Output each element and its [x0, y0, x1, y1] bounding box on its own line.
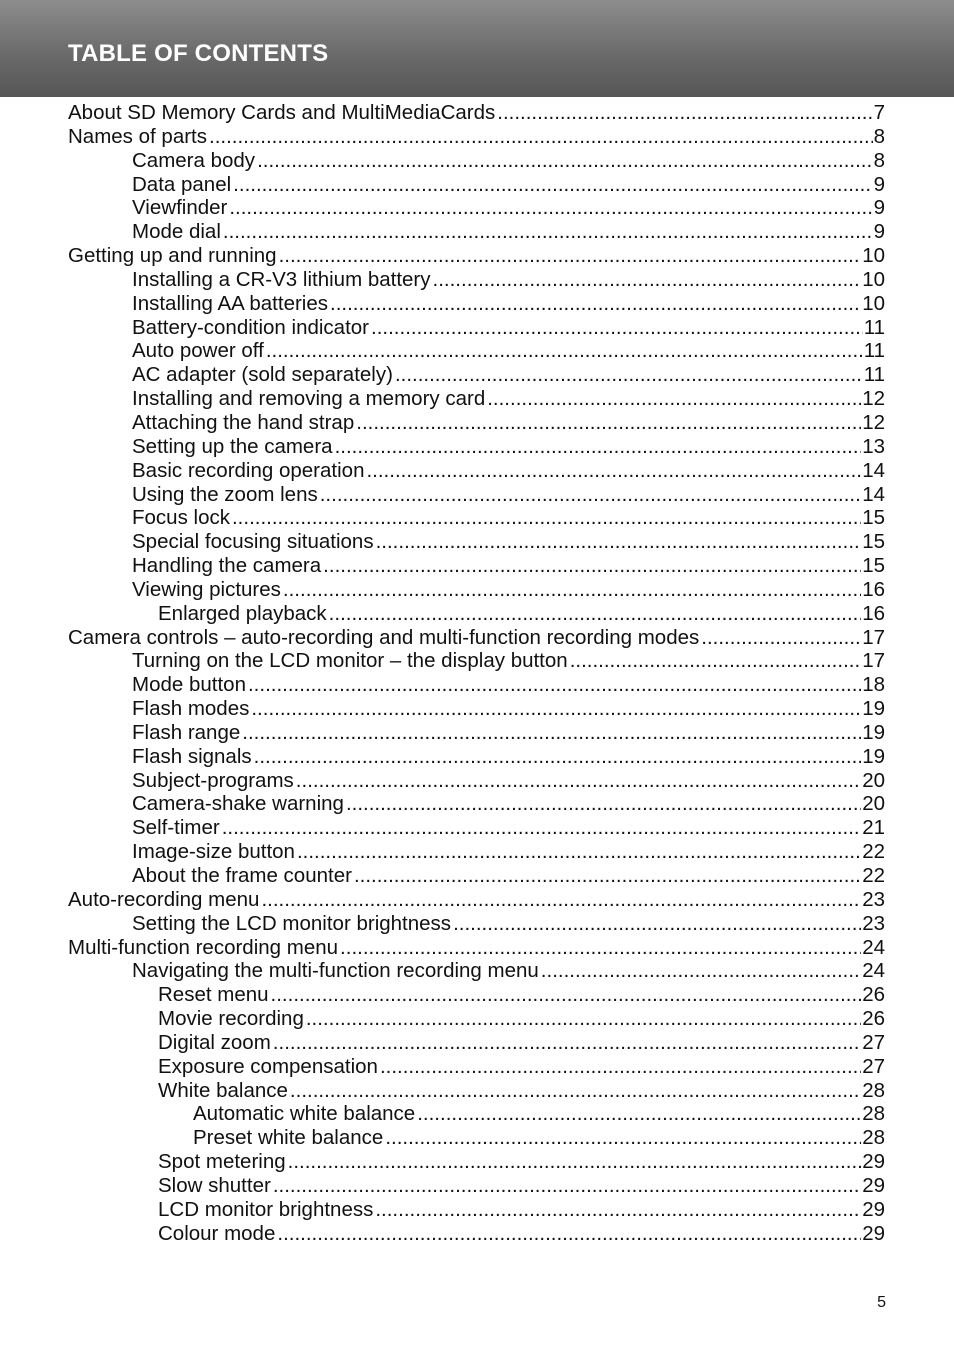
- toc-entry-page: 26: [862, 983, 885, 1007]
- toc-entry-page: 29: [862, 1221, 885, 1245]
- toc-entry-page: 10: [862, 291, 885, 315]
- dot-leader: [335, 435, 862, 459]
- toc-entry-page: 23: [862, 911, 885, 935]
- dot-leader: [371, 316, 863, 340]
- toc-entry-page: 9: [873, 172, 885, 196]
- table-of-contents: [0, 101, 954, 1246]
- dot-leader: [277, 1222, 861, 1246]
- toc-entry-title: Image-size button: [132, 840, 295, 864]
- toc-entry-page: 11: [863, 339, 885, 363]
- toc-entry-page: 9: [873, 196, 885, 220]
- toc-entry-page: 19: [862, 697, 885, 721]
- toc-entry-page: 24: [862, 935, 885, 959]
- dot-leader: [376, 530, 862, 554]
- toc-entry[interactable]: [0, 1150, 954, 1174]
- dot-leader: [254, 745, 862, 769]
- dot-leader: [570, 649, 862, 673]
- toc-entry-page: 17: [862, 625, 885, 649]
- toc-entry[interactable]: [0, 506, 954, 530]
- toc-entry-page: 7: [873, 101, 885, 124]
- toc-entry[interactable]: [0, 792, 954, 816]
- dot-leader: [248, 673, 861, 697]
- toc-entry-page: 29: [862, 1173, 885, 1197]
- toc-entry[interactable]: [0, 459, 954, 483]
- toc-entry[interactable]: [0, 721, 954, 745]
- toc-entry-title: Setting the LCD monitor brightness: [132, 911, 452, 935]
- toc-entry-page: 17: [862, 649, 885, 673]
- dot-leader: [288, 1150, 862, 1174]
- dot-leader: [297, 840, 861, 864]
- dot-leader: [233, 173, 872, 197]
- toc-entry-page: 28: [862, 1102, 885, 1126]
- toc-entry[interactable]: [0, 411, 954, 435]
- toc-entry-title: About the frame counter: [132, 864, 352, 887]
- dot-leader: [330, 292, 861, 316]
- toc-entry-title: Camera-shake warning: [132, 792, 344, 816]
- toc-entry[interactable]: [0, 1102, 954, 1126]
- toc-entry-page: 23: [862, 887, 885, 911]
- toc-entry[interactable]: [0, 220, 954, 244]
- dot-leader: [541, 959, 861, 983]
- toc-entry-page: 22: [862, 864, 885, 887]
- page-title: TABLE OF CONTENTS: [68, 40, 329, 67]
- toc-entry-title: Mode button: [132, 673, 246, 697]
- toc-entry[interactable]: [0, 959, 954, 983]
- dot-leader: [271, 983, 862, 1007]
- dot-leader: [273, 1174, 861, 1198]
- dot-leader: [323, 554, 861, 578]
- toc-entry-title: Mode dial: [132, 220, 221, 244]
- toc-entry[interactable]: [0, 149, 954, 173]
- toc-entry-title: Flash range: [132, 720, 241, 744]
- toc-entry-page: 22: [862, 840, 885, 864]
- dot-leader: [356, 411, 861, 435]
- toc-entry[interactable]: [0, 697, 954, 721]
- dot-leader: [453, 912, 861, 936]
- toc-entry[interactable]: [0, 912, 954, 936]
- toc-entry-title: Battery-condition indicator: [132, 315, 370, 339]
- toc-entry-title: About SD Memory Cards and MultiMediaCards: [68, 101, 496, 124]
- toc-entry[interactable]: [0, 101, 954, 125]
- toc-entry-page: 15: [862, 506, 885, 530]
- toc-entry-title: Names of parts: [68, 124, 207, 148]
- dot-leader: [320, 483, 861, 507]
- toc-entry-title: Automatic white balance: [193, 1102, 416, 1126]
- toc-entry[interactable]: [0, 292, 954, 316]
- toc-entry-page: 24: [862, 959, 885, 983]
- toc-entry-page: 11: [863, 363, 885, 387]
- toc-entry[interactable]: [0, 1222, 954, 1246]
- toc-entry[interactable]: [0, 769, 954, 793]
- dot-leader: [701, 626, 861, 650]
- toc-entry[interactable]: [0, 649, 954, 673]
- toc-entry-page: 8: [873, 148, 885, 172]
- toc-entry-title: AC adapter (sold separately): [132, 363, 393, 387]
- toc-entry-page: 29: [862, 1150, 885, 1174]
- toc-entry-title: Data panel: [132, 172, 232, 196]
- dot-leader: [261, 888, 861, 912]
- toc-entry[interactable]: [0, 268, 954, 292]
- toc-entry-page: 15: [862, 554, 885, 578]
- dot-leader: [346, 792, 861, 816]
- toc-entry-title: Enlarged playback: [158, 601, 327, 625]
- toc-entry-title: Navigating the multi-function recording menu: [132, 959, 539, 983]
- toc-entry-title: Exposure compensation: [158, 1054, 378, 1078]
- header-bar: [0, 0, 954, 97]
- toc-entry[interactable]: [0, 125, 954, 149]
- toc-entry-page: 27: [862, 1030, 885, 1054]
- toc-entry-title: Camera body: [132, 148, 256, 172]
- dot-leader: [296, 769, 861, 793]
- toc-entry-page: 21: [862, 816, 885, 840]
- toc-entry-title: Self-timer: [132, 816, 220, 840]
- toc-entry[interactable]: [0, 1007, 954, 1031]
- toc-entry-page: 16: [862, 601, 885, 625]
- dot-leader: [306, 1007, 861, 1031]
- toc-entry-title: LCD monitor brightness: [158, 1197, 374, 1221]
- toc-entry[interactable]: [0, 173, 954, 197]
- toc-entry[interactable]: [0, 1031, 954, 1055]
- dot-leader: [385, 1126, 861, 1150]
- toc-entry[interactable]: [0, 530, 954, 554]
- toc-entry-page: 10: [862, 244, 885, 268]
- toc-entry-title: Installing a CR-V3 lithium battery: [132, 267, 431, 291]
- toc-entry-page: 20: [862, 768, 885, 792]
- dot-leader: [209, 125, 873, 149]
- dot-leader: [329, 602, 862, 626]
- toc-entry-title: Using the zoom lens: [132, 482, 318, 506]
- dot-leader: [229, 196, 872, 220]
- toc-entry[interactable]: [0, 1055, 954, 1079]
- toc-entry-title: Digital zoom: [158, 1030, 271, 1054]
- toc-entry[interactable]: [0, 816, 954, 840]
- toc-entry-title: Reset menu: [158, 983, 269, 1007]
- toc-entry[interactable]: [0, 339, 954, 363]
- toc-entry-title: Multi-function recording menu: [68, 935, 339, 959]
- toc-entry-page: 15: [862, 530, 885, 554]
- toc-entry-title: Flash signals: [132, 744, 252, 768]
- toc-entry-page: 29: [862, 1197, 885, 1221]
- toc-entry[interactable]: [0, 840, 954, 864]
- toc-entry[interactable]: [0, 1174, 954, 1198]
- toc-entry-title: Movie recording: [158, 1007, 304, 1031]
- toc-entry[interactable]: [0, 983, 954, 1007]
- dot-leader: [497, 101, 872, 125]
- toc-entry-title: Installing AA batteries: [132, 291, 329, 315]
- dot-leader: [290, 1079, 861, 1103]
- toc-entry-page: 26: [862, 1007, 885, 1031]
- dot-leader: [433, 268, 862, 292]
- toc-entry-page: 12: [862, 387, 885, 411]
- toc-entry-title: Viewfinder: [132, 196, 228, 220]
- toc-entry-page: 18: [862, 673, 885, 697]
- dot-leader: [340, 936, 861, 960]
- toc-entry-title: Subject-programs: [132, 768, 294, 792]
- toc-entry[interactable]: [0, 244, 954, 268]
- toc-entry[interactable]: [0, 1079, 954, 1103]
- toc-entry-title: Auto-recording menu: [68, 887, 260, 911]
- toc-entry-title: Preset white balance: [193, 1126, 384, 1150]
- toc-entry-title: Viewing pictures: [132, 577, 281, 601]
- toc-entry[interactable]: [0, 435, 954, 459]
- dot-leader: [223, 220, 873, 244]
- toc-entry-page: 13: [862, 434, 885, 458]
- dot-leader: [354, 864, 861, 888]
- toc-entry-page: 27: [862, 1054, 885, 1078]
- toc-entry-title: Setting up the camera: [132, 434, 333, 458]
- toc-entry-page: 19: [862, 720, 885, 744]
- dot-leader: [273, 1031, 861, 1055]
- toc-entry-title: Attaching the hand strap: [132, 410, 355, 434]
- toc-entry[interactable]: [0, 936, 954, 960]
- toc-entry-title: Getting up and running: [68, 244, 277, 268]
- toc-entry-title: Spot metering: [158, 1150, 286, 1174]
- dot-leader: [380, 1055, 861, 1079]
- dot-leader: [487, 387, 861, 411]
- toc-entry-page: 9: [873, 220, 885, 244]
- dot-leader: [366, 459, 861, 483]
- dot-leader: [232, 506, 861, 530]
- toc-entry-page: 12: [862, 410, 885, 434]
- toc-entry[interactable]: [0, 578, 954, 602]
- toc-entry-title: Handling the camera: [132, 554, 322, 578]
- dot-leader: [242, 721, 861, 745]
- dot-leader: [395, 363, 863, 387]
- toc-entry[interactable]: [0, 745, 954, 769]
- toc-entry-title: White balance: [158, 1078, 288, 1102]
- dot-leader: [257, 149, 873, 173]
- toc-entry[interactable]: [0, 363, 954, 387]
- toc-entry-page: 14: [862, 458, 885, 482]
- dot-leader: [417, 1102, 861, 1126]
- toc-entry[interactable]: [0, 888, 954, 912]
- toc-entry-page: 14: [862, 482, 885, 506]
- toc-entry[interactable]: [0, 387, 954, 411]
- dot-leader: [283, 578, 861, 602]
- toc-entry-title: Focus lock: [132, 506, 230, 530]
- toc-entry-title: Turning on the LCD monitor – the display button: [132, 649, 568, 673]
- toc-entry-page: 11: [863, 315, 885, 339]
- toc-entry-title: Slow shutter: [158, 1173, 271, 1197]
- toc-entry[interactable]: [0, 196, 954, 220]
- toc-entry-title: Camera controls – auto-recording and multi-function recording modes: [68, 625, 700, 649]
- toc-entry[interactable]: [0, 483, 954, 507]
- toc-entry-title: Flash modes: [132, 697, 250, 721]
- toc-entry-page: 28: [862, 1078, 885, 1102]
- toc-entry[interactable]: [0, 554, 954, 578]
- toc-entry-page: 19: [862, 744, 885, 768]
- toc-entry[interactable]: [0, 1126, 954, 1150]
- page-number: 5: [877, 1294, 886, 1311]
- toc-entry-page: 10: [862, 267, 885, 291]
- toc-entry-title: Auto power off: [132, 339, 264, 363]
- toc-entry[interactable]: [0, 602, 954, 626]
- toc-entry[interactable]: [0, 673, 954, 697]
- toc-entry-page: 8: [873, 124, 885, 148]
- dot-leader: [375, 1198, 861, 1222]
- toc-entry[interactable]: [0, 316, 954, 340]
- toc-entry-title: Basic recording operation: [132, 458, 365, 482]
- toc-entry[interactable]: [0, 626, 954, 650]
- dot-leader: [222, 816, 861, 840]
- toc-entry-page: 28: [862, 1126, 885, 1150]
- toc-entry-title: Installing and removing a memory card: [132, 387, 486, 411]
- toc-entry[interactable]: [0, 1198, 954, 1222]
- toc-entry[interactable]: [0, 864, 954, 888]
- dot-leader: [251, 697, 861, 721]
- dot-leader: [279, 244, 862, 268]
- toc-entry-title: Special focusing situations: [132, 530, 374, 554]
- dot-leader: [266, 339, 863, 363]
- toc-entry-page: 20: [862, 792, 885, 816]
- toc-entry-title: Colour mode: [158, 1221, 276, 1245]
- toc-entry-page: 16: [862, 577, 885, 601]
